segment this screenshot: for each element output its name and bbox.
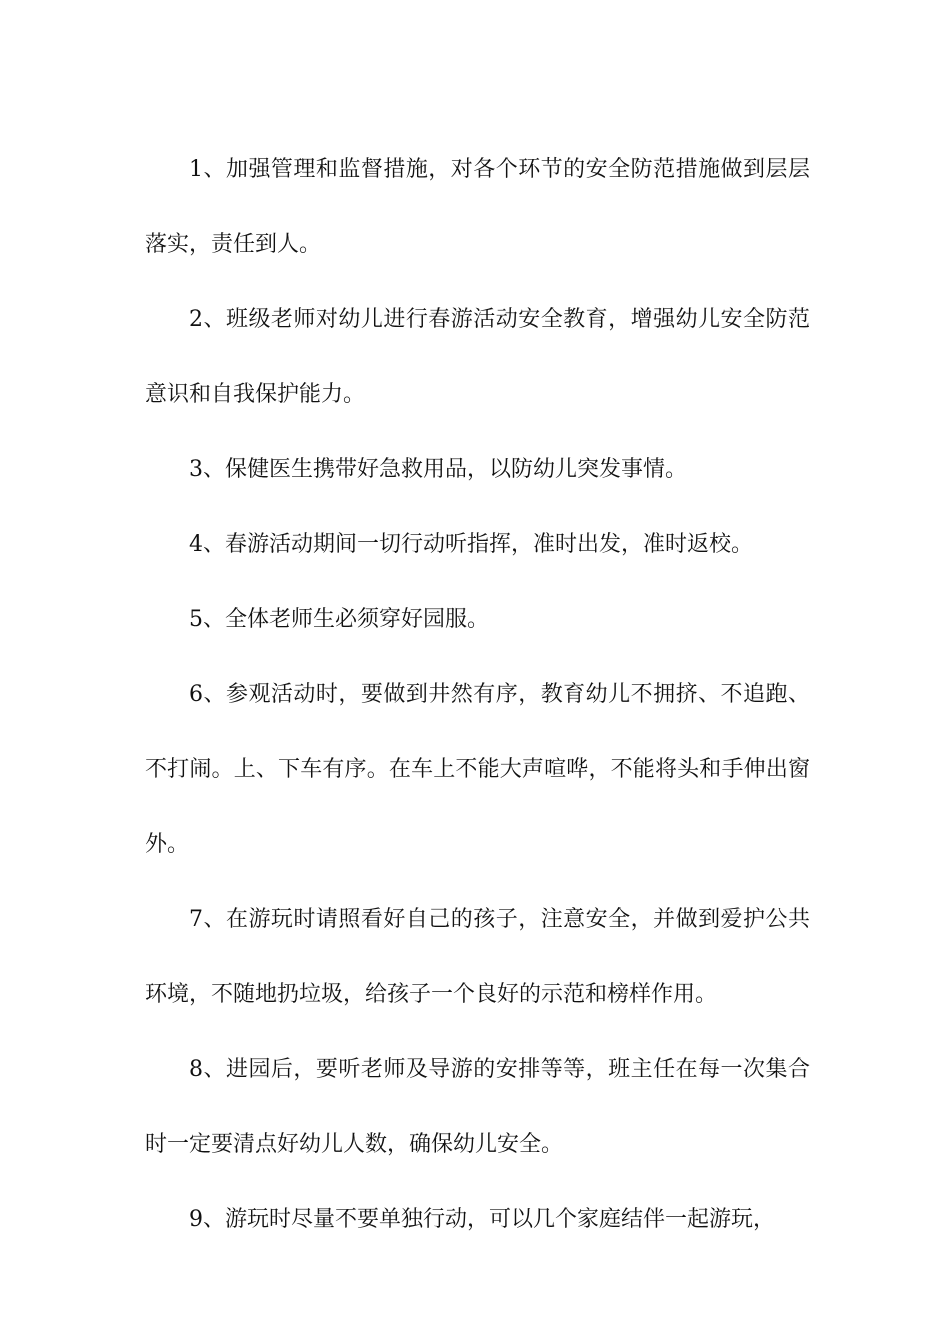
paragraph-9: 9、游玩时尽量不要单独行动，可以几个家庭结伴一起游玩， (189, 1207, 775, 1232)
paragraph-3: 3、保健医生携带好急救用品，以防幼儿突发事情。 (189, 457, 687, 482)
paragraph-4: 4、春游活动期间一切行动听指挥，准时出发，准时返校。 (189, 532, 753, 557)
paragraph-7: 7、在游玩时请照看好自己的孩子，注意安全，并做到爱护公共环境，不随地扔垃圾，给孩子一个良好的示范和榜样作用。 (145, 907, 810, 1007)
paragraph-5: 5、全体老师生必须穿好园服。 (189, 607, 489, 632)
paragraph-1: 1、加强管理和监督措施，对各个环节的安全防范措施做到层层落实，责任到人。 (145, 157, 810, 257)
paragraph-6: 6、参观活动时，要做到井然有序，教育幼儿不拥挤、不追跑、不打闹。上、下车有序。在车上不能大声喧哗，不能将头和手伸出窗外。 (145, 682, 810, 857)
document-body (145, 132, 810, 1257)
paragraph-2: 2、班级老师对幼儿进行春游活动安全教育，增强幼儿安全防范意识和自我保护能力。 (145, 307, 810, 407)
paragraph-8: 8、进园后，要听老师及导游的安排等等，班主任在每一次集合时一定要清点好幼儿人数，确保幼儿安全。 (145, 1057, 810, 1157)
